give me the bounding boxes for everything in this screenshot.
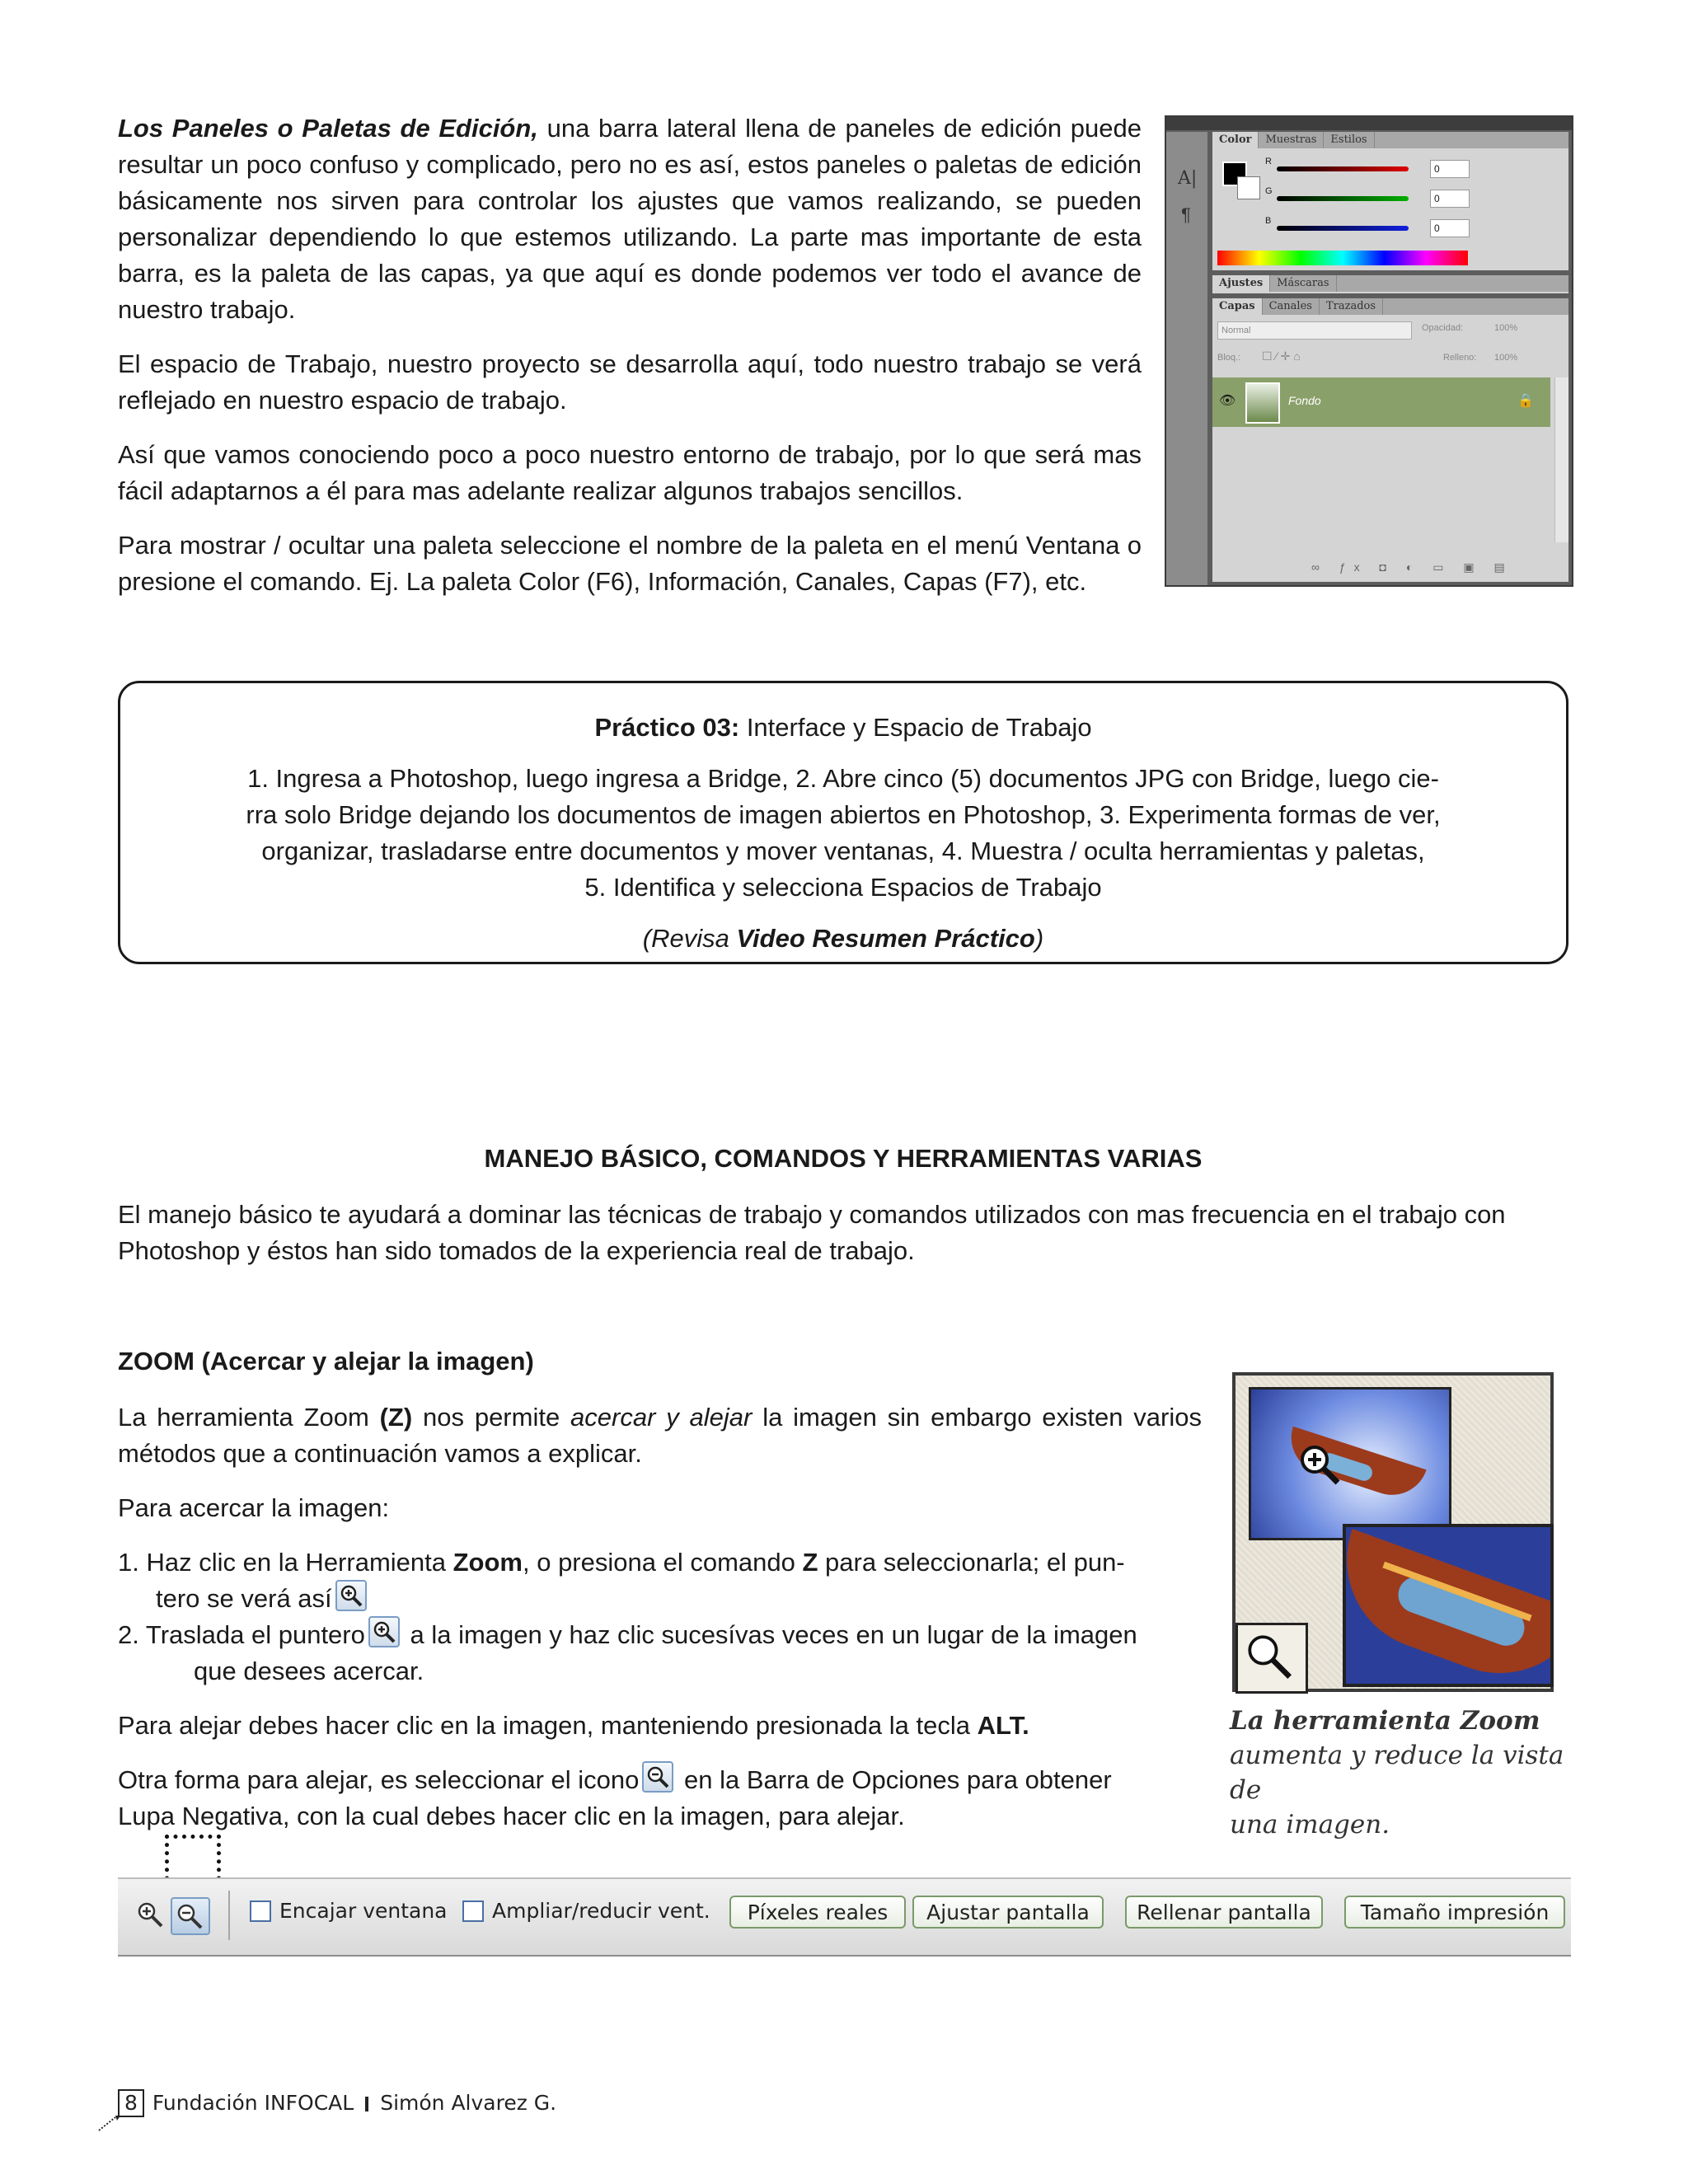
footer: [118, 2089, 556, 2117]
channel-r-label: R: [1265, 157, 1272, 166]
zoom-paragraph-1: La herramienta Zoom (Z) nos permite acercar y alejar la imagen sin embargo existen varios métodos que a continuación vamos a explicar.: [118, 1403, 1202, 1468]
channel-g-label: G: [1265, 186, 1273, 196]
color-panel-tabs: [1212, 132, 1568, 148]
corner-arrow-icon: [97, 2114, 122, 2132]
blend-mode-select[interactable]: Normal: [1217, 321, 1412, 340]
zoom-out-icon: [642, 1761, 673, 1793]
adjustments-panel: [1212, 275, 1568, 293]
tab-color[interactable]: Color: [1212, 132, 1259, 148]
panel-topbar: [1166, 117, 1572, 130]
practice-note: (Revisa Video Resumen Práctico): [642, 924, 1044, 953]
lock-icons[interactable]: ☐ ⁄ ✛ ⌂: [1262, 349, 1301, 363]
opacity-label: Opacidad:: [1422, 323, 1464, 333]
footer-separator: [365, 2097, 368, 2111]
zoom-cursor-icon: [1296, 1441, 1341, 1486]
zoom-paragraph-4-cont: Lupa Negativa, con la cual debes hacer clic en la imagen, para alejar.: [118, 1802, 905, 1830]
color-ramp[interactable]: [1217, 251, 1468, 265]
practice-line-2: rra solo Bridge dejando los documentos de imagen abiertos en Photoshop, 3. Experimenta formas de ver,: [246, 800, 1441, 829]
caption-line-1: La herramienta Zoom: [1230, 1706, 1540, 1736]
lock-label: Bloq.:: [1217, 353, 1241, 363]
eye-icon[interactable]: 👁: [1219, 394, 1236, 408]
intro-paragraph-2: El espacio de Trabajo, nuestro proyecto se desarrolla aquí, todo nuestro trabajo se verá reflejado en nuestro espacio de trabajo.: [118, 349, 1142, 415]
tab-trazados[interactable]: Trazados: [1320, 298, 1383, 315]
zoom-paragraph-3: Para alejar debes hacer clic en la imagen, manteniendo presionada la tecla ALT.: [118, 1711, 1029, 1740]
layer-footer-icons[interactable]: ∞ ƒx ◘ ◐ ▭ ▣ ▤: [1311, 560, 1513, 574]
zoom-step-1-cont: tero se verá así: [118, 1581, 1202, 1617]
practice-line-3: organizar, trasladarse entre documentos y mover ventanas, 4. Muestra / oculta herramientas y paletas,: [261, 837, 1425, 865]
zoom-step-2: 2. Traslada el puntero a la imagen y haz clic sucesívas veces en un lugar de la imagen: [118, 1617, 1202, 1653]
rellenar-pantalla-button[interactable]: Rellenar pantalla: [1125, 1896, 1323, 1929]
intro-paragraph-1: Los Paneles o Paletas de Edición, una barra lateral llena de paneles de edición puede resultar un poco confuso y complicado, pero no es así, estos paneles o paletas de edición básicamente nos sirven para controlar los ajustes que vamos realizando, se pueden personalizar dependiendo lo que estemos utilizando. La parte mas importante de esta barra, es la paleta de las capas, ya que aquí es donde podemos ver todo el avance de nuestro trabajo.: [118, 114, 1142, 324]
options-divider: [228, 1891, 230, 1940]
zoom-step-2-cont: que desees acercar.: [194, 1657, 424, 1685]
pixeles-reales-button[interactable]: Píxeles reales: [729, 1896, 906, 1929]
zoom-step-1: 1. Haz clic en la Herramienta Zoom, o presiona el comando Z para seleccionarla; el pun-: [118, 1548, 1125, 1577]
ampliar-reducir-checkbox[interactable]: [462, 1900, 484, 1922]
zoom-tool-icon-box: [1236, 1623, 1308, 1694]
layer-name: Fondo: [1288, 394, 1321, 407]
footer-author: Simón Alvarez G.: [380, 2091, 557, 2115]
character-icon: A|: [1178, 168, 1198, 189]
caption-line-2: aumenta y reduce la vista de: [1230, 1741, 1564, 1805]
intro-heading: Los Paneles o Paletas de Edición,: [118, 114, 538, 143]
tab-mascaras[interactable]: Máscaras: [1270, 275, 1336, 292]
practice-line-1: 1. Ingresa a Photoshop, luego ingresa a Bridge, 2. Abre cinco (5) documentos JPG con Bridge, luego cie-: [247, 764, 1439, 793]
zoom-paragraph-2: Para acercar la imagen:: [118, 1493, 390, 1522]
zoom-heading: ZOOM (Acercar y alejar la imagen): [118, 1347, 534, 1376]
practice-title: Práctico 03: Interface y Espacio de Trabajo: [594, 713, 1092, 742]
section-title: MANEJO BÁSICO, COMANDOS Y HERRAMIENTAS VARIAS: [484, 1144, 1203, 1173]
zoom-in-pointer-icon: [368, 1616, 400, 1647]
zoom-in-option-icon[interactable]: [136, 1900, 164, 1929]
opacity-value[interactable]: 100%: [1494, 323, 1518, 333]
slider-g[interactable]: [1277, 196, 1409, 201]
zoom-text: [118, 1399, 1202, 1835]
lock-icon: 🔒: [1517, 394, 1534, 408]
boat-image-small: [1249, 1387, 1451, 1540]
photoshop-panels-screenshot: [1165, 115, 1573, 587]
fill-label: Relleno:: [1443, 353, 1477, 363]
value-b[interactable]: 0: [1430, 219, 1470, 237]
fill-value[interactable]: 100%: [1494, 353, 1518, 363]
footer-org: Fundación INFOCAL: [152, 2091, 354, 2115]
channel-b-label: B: [1265, 216, 1272, 226]
layer-row-fondo[interactable]: [1212, 377, 1550, 427]
practice-line-4: 5. Identifica y selecciona Espacios de Trabajo: [584, 873, 1102, 902]
caption-line-3: una imagen.: [1230, 1810, 1390, 1840]
ajustar-pantalla-button[interactable]: Ajustar pantalla: [912, 1896, 1104, 1929]
tab-capas[interactable]: Capas: [1212, 298, 1263, 315]
layers-scrollbar[interactable]: [1554, 377, 1568, 542]
slider-b[interactable]: [1277, 226, 1409, 231]
page-number: 8: [118, 2089, 144, 2117]
intro-text: [118, 110, 1142, 600]
background-swatch[interactable]: [1237, 176, 1260, 199]
zoom-in-cursor-icon: [335, 1580, 367, 1611]
panel-icon-strip: [1166, 132, 1207, 585]
intro-paragraph-4: Para mostrar / ocultar una paleta seleccione el nombre de la paleta en el menú Ventana o presione el comando. Ej. La paleta Color (F6), Información, Canales, Capas (F7), etc.: [118, 531, 1142, 596]
options-bar: [118, 1877, 1571, 1957]
practice-box: [118, 681, 1568, 964]
value-r[interactable]: 0: [1430, 160, 1470, 178]
zoom-out-option-button[interactable]: [171, 1897, 210, 1935]
intro-paragraph-3: Así que vamos conociendo poco a poco nuestro entorno de trabajo, por lo que será mas fácil adaptarnos a él para mas adelante realizar algunos trabajos sencillos.: [118, 440, 1142, 505]
zoom-illustration: [1232, 1372, 1554, 1692]
zoom-paragraph-4: Otra forma para alejar, es seleccionar el icono en la Barra de Opciones para obtener: [118, 1762, 1202, 1798]
layer-thumbnail: [1245, 382, 1280, 424]
paragraph-icon: ¶: [1181, 204, 1191, 225]
ampliar-reducir-label: Ampliar/reducir vent.: [492, 1899, 710, 1923]
color-panel: [1212, 132, 1568, 270]
zoom-caption: [1230, 1704, 1576, 1842]
slider-r[interactable]: [1277, 166, 1409, 171]
boat-image-large: [1343, 1524, 1554, 1687]
tamano-impresion-button[interactable]: Tamaño impresión: [1344, 1896, 1565, 1929]
encajar-ventana-checkbox[interactable]: [250, 1900, 271, 1922]
tab-ajustes[interactable]: Ajustes: [1212, 275, 1270, 292]
tab-estilos[interactable]: Estilos: [1324, 132, 1374, 148]
tab-muestras[interactable]: Muestras: [1259, 132, 1324, 148]
tab-canales[interactable]: Canales: [1263, 298, 1320, 315]
encajar-ventana-label: Encajar ventana: [279, 1899, 448, 1923]
section-intro: El manejo básico te ayudará a dominar las técnicas de trabajo y comandos utilizados con mas frecuencia en el trabajo con Photoshop y éstos han sido tomados de la experiencia real de trabajo.: [118, 1200, 1506, 1265]
value-g[interactable]: 0: [1430, 190, 1470, 208]
layers-panel: [1212, 298, 1568, 582]
